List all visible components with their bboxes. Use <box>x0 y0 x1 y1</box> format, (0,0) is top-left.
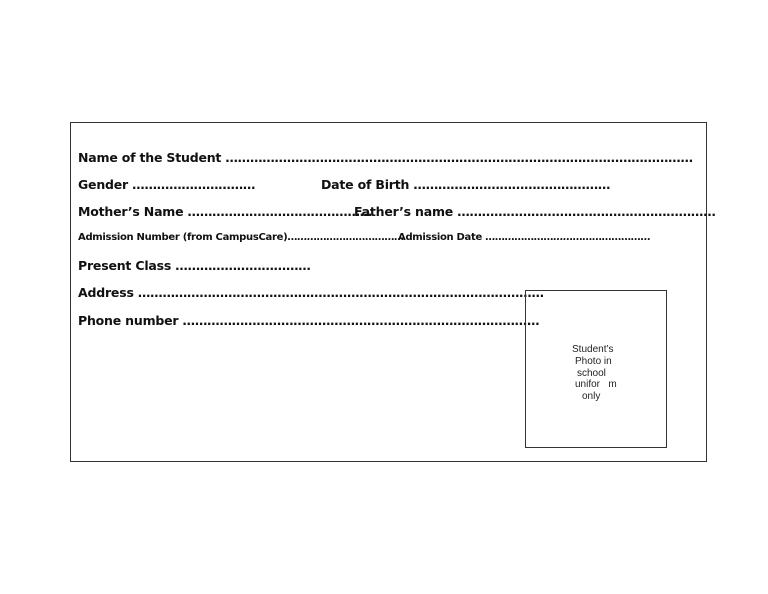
photo-text-line: school <box>577 367 606 379</box>
admission-date-field[interactable]: Admission Date …………………………………………… <box>398 232 651 243</box>
photo-instructions <box>560 344 632 403</box>
date-of-birth-field[interactable]: Date of Birth ………………………………………… <box>321 177 611 192</box>
photo-text-line: unifor m <box>575 379 617 391</box>
gender-field[interactable]: Gender ………………………… <box>78 177 256 192</box>
photo-text-line: Photo in <box>575 355 612 367</box>
mother-name-field[interactable]: Mother’s Name ……………………………………… <box>78 204 373 219</box>
photo-text-line: Student’s <box>572 344 614 355</box>
father-name-field[interactable]: Father’s name ……………………………………………………… <box>354 204 716 219</box>
photo-text-line: only <box>582 391 601 403</box>
student-name-field[interactable]: Name of the Student …………………………………………………………………………………………………… <box>78 150 693 165</box>
address-field[interactable]: Address ……………………………………………………………………………………… <box>78 285 544 300</box>
admission-number-field[interactable]: Admission Number (from CampusCare)……………………………… <box>78 232 404 243</box>
present-class-field[interactable]: Present Class …………………………… <box>78 258 311 273</box>
phone-number-field[interactable]: Phone number …………………………………………………………………………… <box>78 313 540 328</box>
